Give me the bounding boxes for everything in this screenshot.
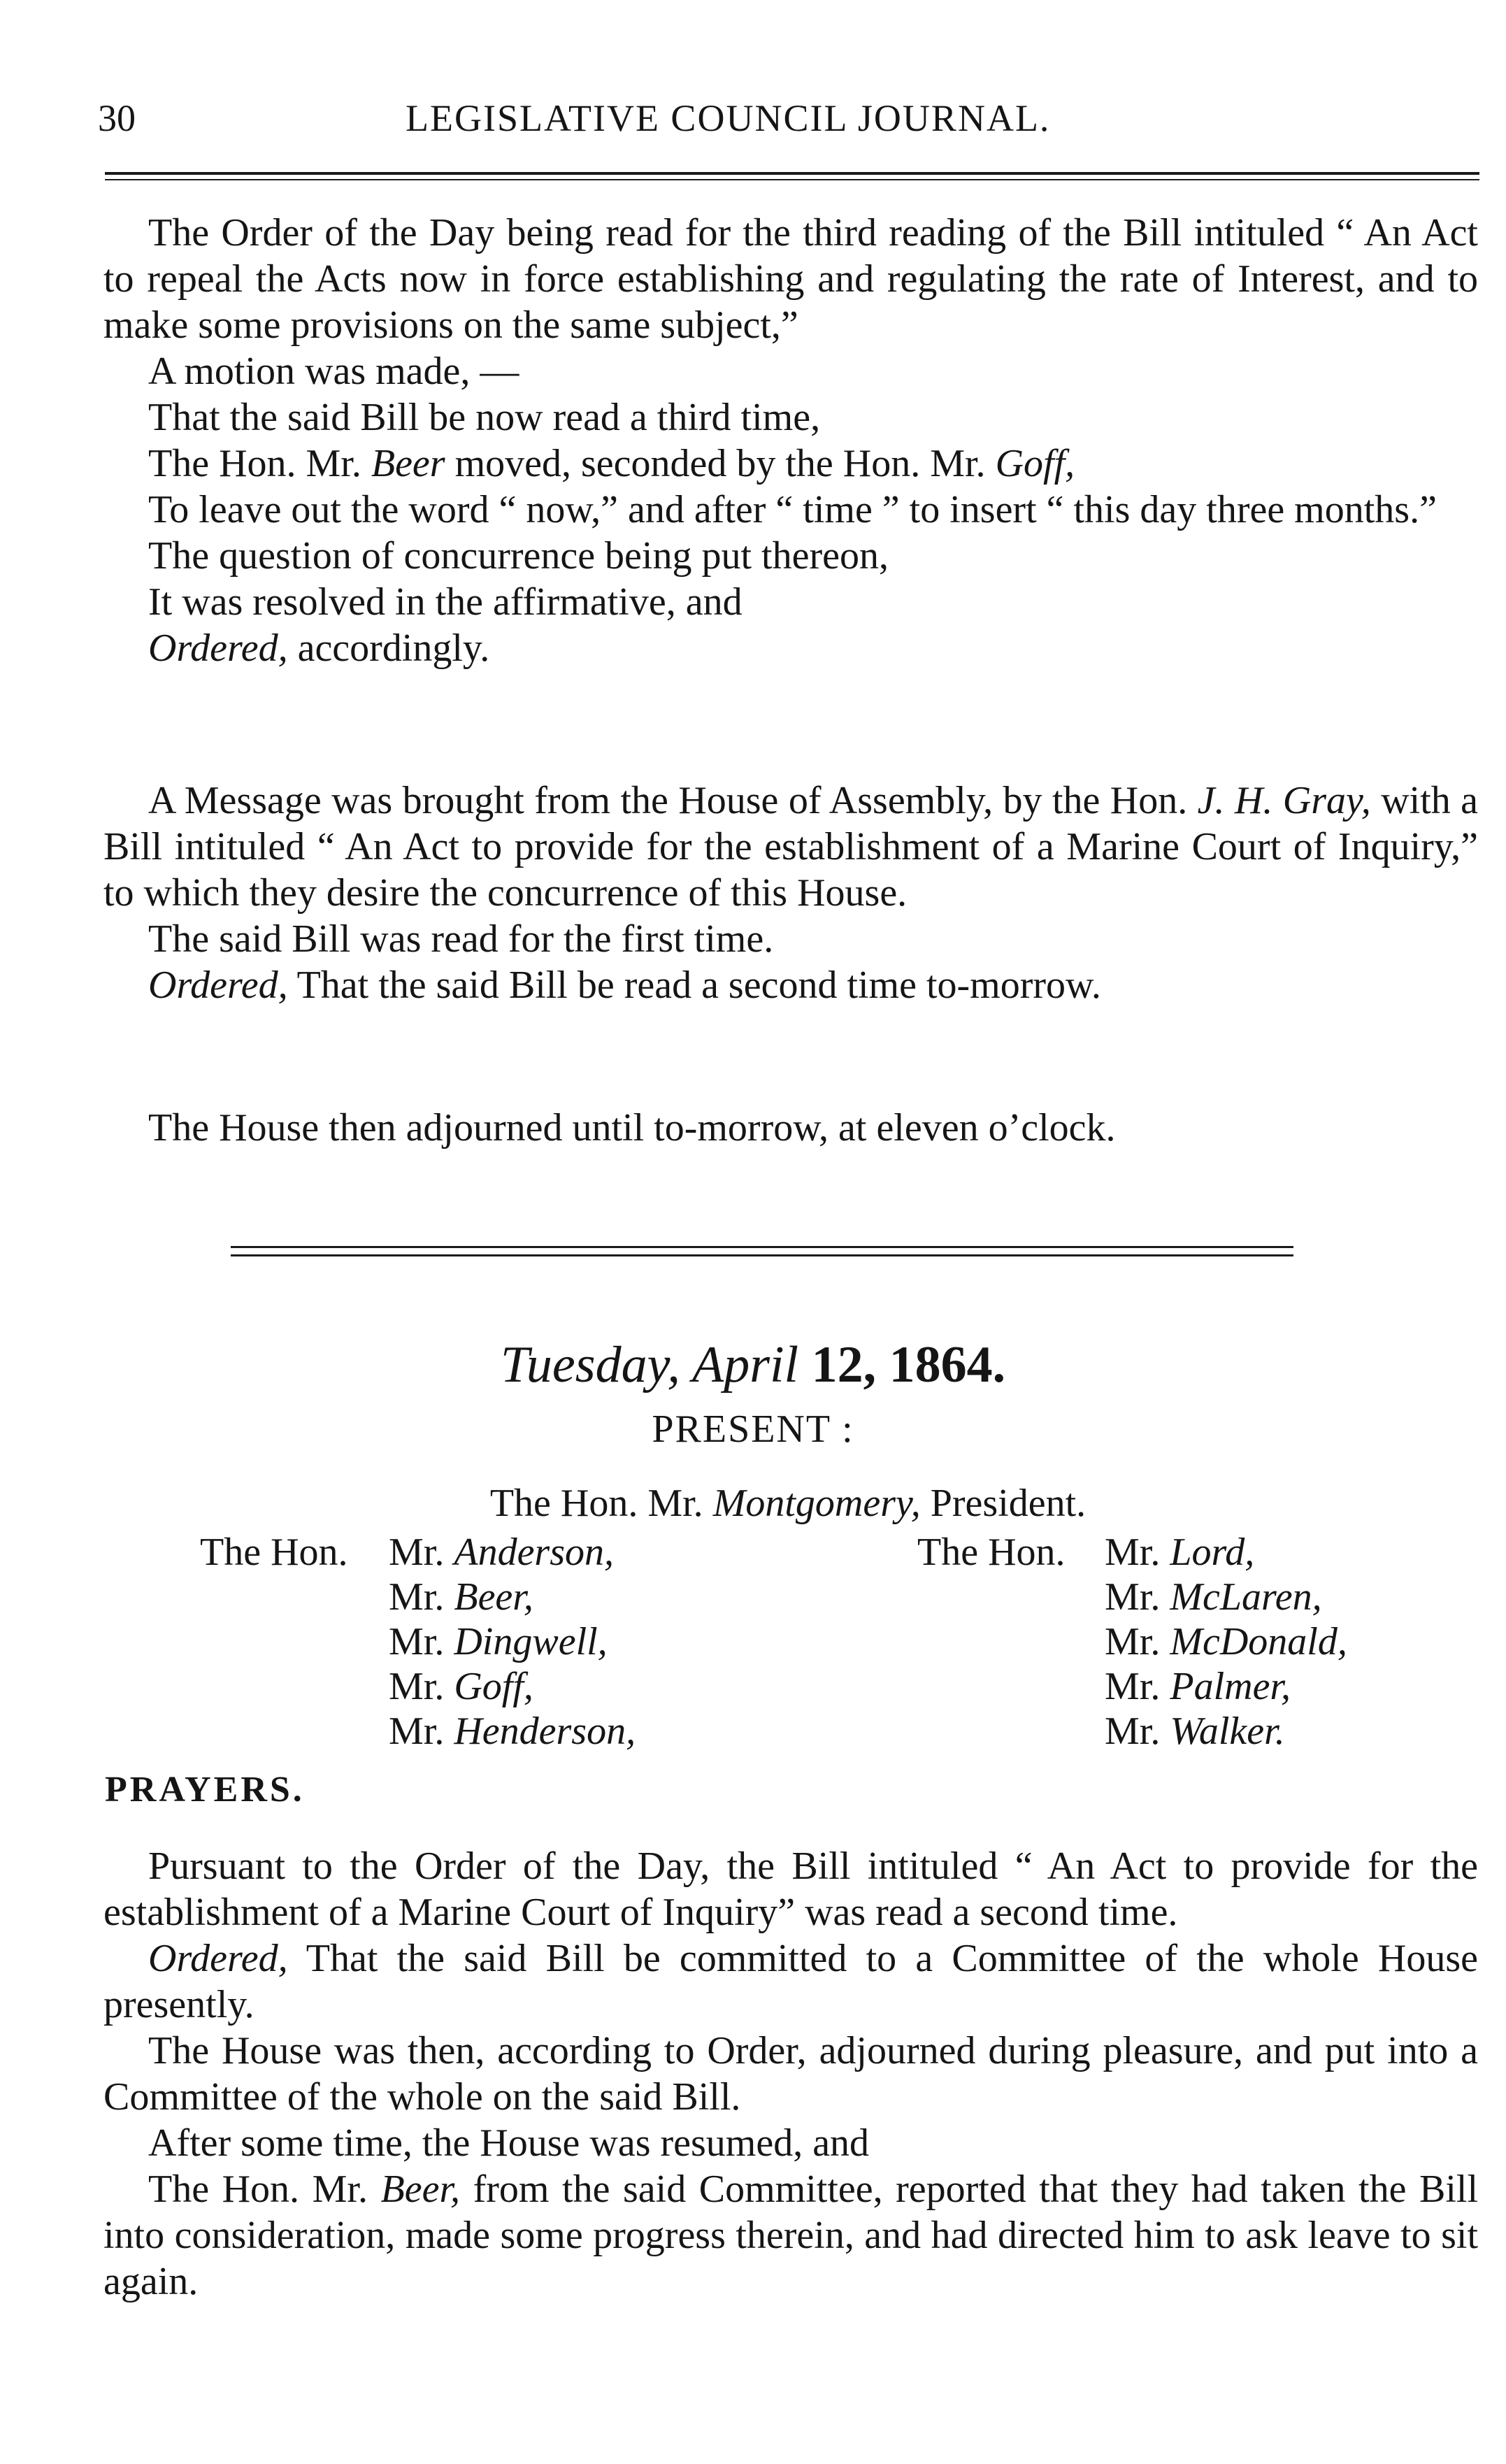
member-name: McLaren, xyxy=(1170,1575,1322,1619)
member-entry xyxy=(1105,1575,1347,1619)
amendment-text: To leave out the word “ now,” and after “ time ” to insert “ this day three months.” xyxy=(148,488,1437,531)
member-title: Mr. xyxy=(1105,1620,1161,1663)
ordered-word: Ordered, xyxy=(148,964,288,1007)
member-title: Mr. xyxy=(1105,1710,1161,1753)
adjournment-section xyxy=(103,1105,1478,1151)
ordered-rest: That the said Bill be read a second time to-morrow. xyxy=(296,964,1101,1007)
page-header xyxy=(98,83,1482,145)
header-rule xyxy=(105,172,1479,175)
mover-name: Beer xyxy=(371,442,445,485)
present-heading: PRESENT : xyxy=(652,1408,854,1451)
motion-line: A motion was made, — xyxy=(148,350,519,393)
member-name: Dingwell, xyxy=(454,1620,608,1663)
member-name: McDonald, xyxy=(1170,1620,1347,1663)
adjournment-line: The House then adjourned until to-morrow, at eleven o’clock. xyxy=(148,1106,1116,1149)
prayers-heading: PRAYERS. xyxy=(105,1770,305,1810)
report-text: from the said Committee, reported that they had taken the Bill into consideration, made some progress therein, and had directed him to ask leave to sit again. xyxy=(103,2168,1479,2303)
second-reading-paragraph: Pursuant to the Order of the Day, the Bill intituled “ An Act to provide for the establishment of a Marine Court of Inquiry” was read a second time. xyxy=(103,1845,1478,1934)
member-title: Mr. xyxy=(1105,1531,1161,1574)
member-entry xyxy=(389,1575,636,1619)
president-line xyxy=(0,1481,1506,1526)
seconder-name: Goff, xyxy=(995,442,1075,485)
committee-paragraph: The House was then, according to Order, adjourned during pleasure, and put into a Committee of the whole on the said Bill. xyxy=(103,2029,1478,2119)
header-rule-thin xyxy=(105,179,1479,180)
report-paragraph xyxy=(103,2166,1478,2305)
left-members-list xyxy=(389,1530,636,1754)
member-entry xyxy=(389,1619,636,1664)
president-prefix: The Hon. Mr. xyxy=(489,1482,703,1525)
member-name: Henderson, xyxy=(454,1710,636,1753)
president-title: President. xyxy=(930,1482,1087,1525)
resumed-line: After some time, the House was resumed, and xyxy=(148,2121,870,2165)
member-entry xyxy=(389,1664,636,1709)
first-reading-line: The said Bill was read for the first time. xyxy=(148,917,774,961)
message-paragraph xyxy=(103,778,1478,916)
member-title: Mr. xyxy=(389,1665,445,1708)
second-reading-section xyxy=(103,1843,1478,2305)
ordered-word: Ordered, xyxy=(148,626,288,670)
section-separator-top xyxy=(231,1246,1293,1248)
committal-paragraph xyxy=(103,1935,1478,2028)
right-members-list xyxy=(1105,1530,1347,1754)
reporter-name: Beer, xyxy=(380,2168,461,2211)
member-name: Anderson, xyxy=(454,1531,615,1574)
member-name: Goff, xyxy=(454,1665,533,1708)
member-entry xyxy=(1105,1709,1347,1754)
member-name: Palmer, xyxy=(1170,1665,1291,1708)
resolution-line: It was resolved in the affirmative, and xyxy=(148,580,743,624)
ordered-word: Ordered, xyxy=(148,1937,288,1980)
right-members-label: The Hon. xyxy=(917,1531,1066,1574)
member-name: Lord, xyxy=(1170,1531,1255,1574)
member-entry xyxy=(1105,1619,1347,1664)
president-name: Montgomery, xyxy=(712,1482,921,1525)
running-title: LEGISLATIVE COUNCIL JOURNAL. xyxy=(406,97,1051,139)
messenger-name: J. H. Gray, xyxy=(1197,779,1371,822)
date-year: 1864. xyxy=(889,1336,1006,1394)
message-section xyxy=(103,778,1478,1008)
motion-text-line: That the said Bill be now read a third time, xyxy=(148,396,821,439)
second-reading-order-line xyxy=(103,962,1478,1008)
date-day: 12, xyxy=(811,1336,877,1394)
member-title: Mr. xyxy=(389,1575,445,1619)
member-entry xyxy=(389,1709,636,1754)
section-separator-bottom xyxy=(231,1254,1293,1256)
third-reading-section xyxy=(103,210,1478,671)
date-weekday-month: Tuesday, April xyxy=(500,1336,799,1394)
member-entry xyxy=(1105,1530,1347,1575)
message-text-b: with a Bill intituled “ An Act to provide for the establishment of a Marine Court of Inquiry,” to which they desire the concurrence of this House. xyxy=(103,779,1479,915)
seconder-prefix: moved, seconded by the Hon. Mr. xyxy=(454,442,986,485)
ordered-line xyxy=(103,625,1478,671)
report-prefix: The Hon. Mr. xyxy=(148,2168,368,2211)
member-title: Mr. xyxy=(389,1531,445,1574)
mover-prefix: The Hon. Mr. xyxy=(148,442,361,485)
member-name: Walker. xyxy=(1170,1710,1285,1753)
amendment-mover-line xyxy=(103,440,1478,487)
sitting-date xyxy=(0,1335,1506,1395)
member-entry xyxy=(1105,1664,1347,1709)
member-title: Mr. xyxy=(1105,1575,1161,1619)
left-members-label: The Hon. xyxy=(200,1531,348,1574)
ordered-rest: accordingly. xyxy=(297,626,490,670)
member-name: Beer, xyxy=(454,1575,533,1619)
question-line: The question of concurrence being put thereon, xyxy=(148,534,889,578)
page-number: 30 xyxy=(98,97,136,139)
member-title: Mr. xyxy=(389,1710,445,1753)
member-entry xyxy=(389,1530,636,1575)
message-text-a: A Message was brought from the House of Assembly, by the Hon. xyxy=(148,779,1188,822)
member-title: Mr. xyxy=(1105,1665,1161,1708)
ordered-rest: That the said Bill be committed to a Committee of the whole House presently. xyxy=(103,1937,1478,2026)
member-title: Mr. xyxy=(389,1620,445,1663)
order-of-day-paragraph: The Order of the Day being read for the third reading of the Bill intituled “ An Act to repeal the Acts now in force establishing and regulating the rate of Interest, and to make some provisions on the same subject,” xyxy=(103,211,1478,347)
